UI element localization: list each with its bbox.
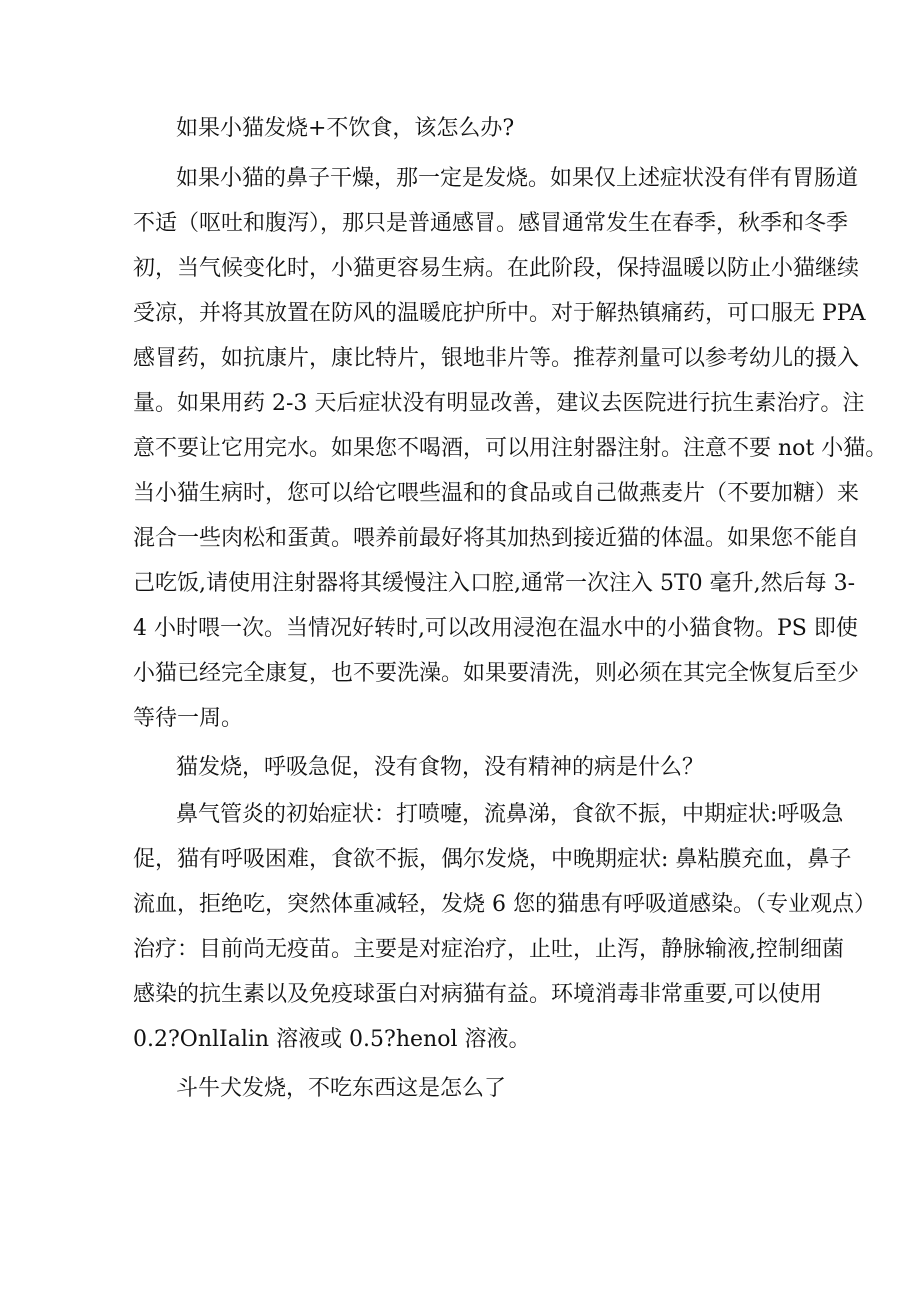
question-heading: 斗牛犬发烧，不吃东西这是怎么了 — [176, 1076, 507, 1101]
paragraph-line: 促，猫有呼吸困难，食欲不振，偶尔发烧，中晚期症状: 鼻粘膜充血，鼻子 — [133, 847, 852, 872]
paragraph-line: 0.2?OnlIalin 溶液或 0.5?henol 溶液。 — [133, 1027, 531, 1052]
paragraph-line: 己吃饭,请使用注射器将其缓慢注入口腔,通常一次注入 5T0 毫升,然后每 3- — [133, 571, 856, 596]
paragraph-line: 等待一周。 — [133, 706, 244, 731]
paragraph-line: 治疗：目前尚无疫苗。主要是对症治疗，止吐，止泻，静脉输液,控制细菌 — [133, 937, 844, 962]
paragraph-line: 受凉，并将其放置在防风的温暖庇护所中。对于解热镇痛药，可口服无 PPA — [133, 301, 866, 326]
question-heading: 如果小猫发烧+不饮食，该怎么办? — [176, 116, 515, 141]
paragraph-line: 初，当气候变化时，小猫更容易生病。在此阶段，保持温暖以防止小猫继续 — [133, 256, 860, 281]
paragraph-line: 流血，拒绝吃，突然体重减轻，发烧 6 您的猫患有呼吸道感染。（专业观点） — [133, 892, 876, 917]
paragraph-line: 量。如果用药 2-3 天后症状没有明显改善，建议去医院进行抗生素治疗。注 — [133, 391, 865, 416]
paragraph-line: 意不要让它用完水。如果您不喝酒，可以用注射器注射。注意不要 not 小猫。 — [133, 436, 888, 461]
paragraph-line: 感冒药，如抗康片，康比特片，银地非片等。推荐剂量可以参考幼儿的摄入 — [133, 346, 860, 371]
paragraph-line: 不适（呕吐和腹泻），那只是普通感冒。感冒通常发生在春季，秋季和冬季 — [133, 211, 849, 236]
question-heading: 猫发烧，呼吸急促，没有食物，没有精神的病是什么？ — [176, 755, 705, 780]
paragraph-line: 感染的抗生素以及免疫球蛋白对病猫有益。环境消毒非常重要,可以使用 — [133, 982, 822, 1007]
paragraph-line: 如果小猫的鼻子干燥，那一定是发烧。如果仅上述症状没有伴有胃肠道 — [176, 166, 859, 191]
paragraph-line: 鼻气管炎的初始症状：打喷嚏，流鼻涕，食欲不振，中期症状:呼吸急 — [176, 802, 844, 827]
paragraph-line: 当小猫生病时，您可以给它喂些温和的食品或自己做燕麦片（不要加糖）来 — [133, 481, 860, 506]
paragraph-line: 混合一些肉松和蛋黄。喂养前最好将其加热到接近猫的体温。如果您不能自 — [133, 526, 860, 551]
paragraph-line: 小猫已经完全康复，也不要洗澡。如果要清洗，则必须在其完全恢复后至少 — [133, 661, 860, 686]
paragraph-line: 4 小时喂一次。当情况好转时,可以改用浸泡在温水中的小猫食物。PS 即使 — [133, 616, 858, 641]
